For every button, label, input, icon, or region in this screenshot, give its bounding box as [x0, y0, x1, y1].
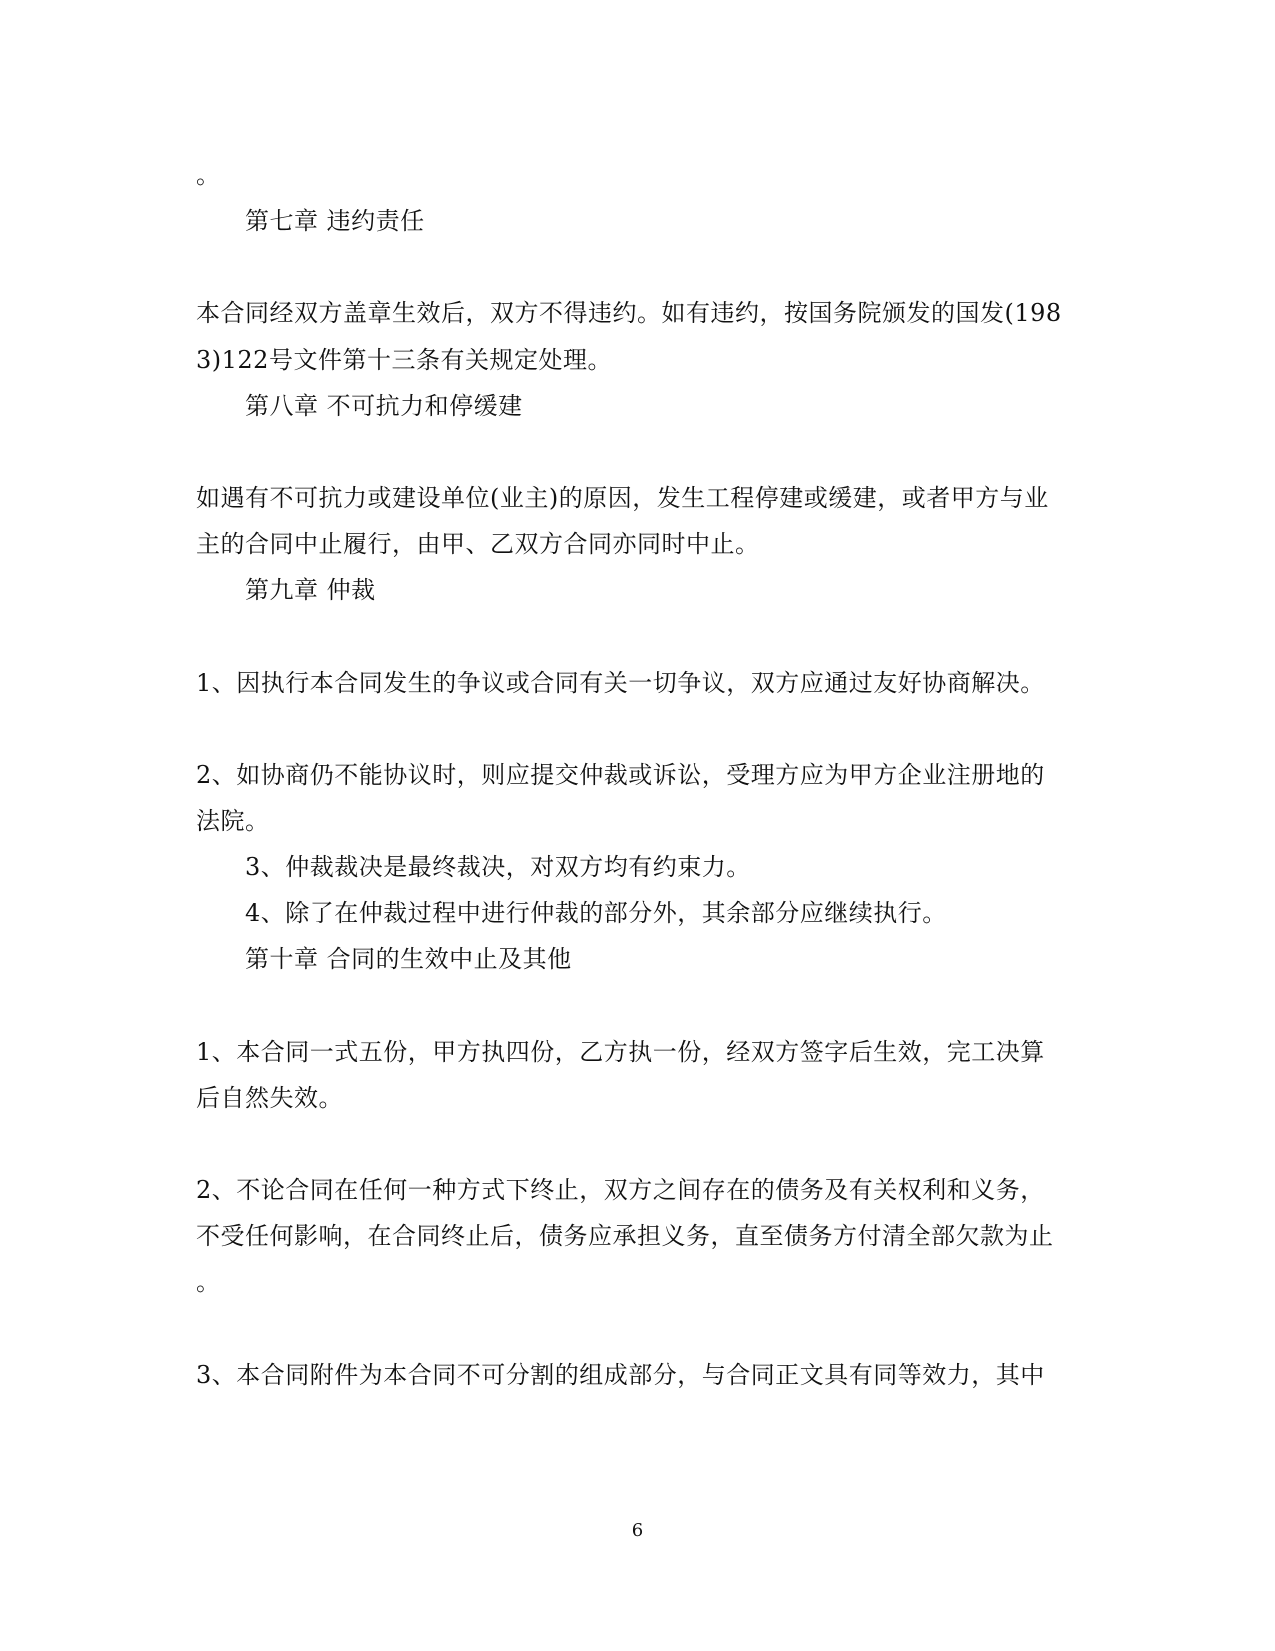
- text-line-period: 。: [196, 161, 221, 189]
- chapter-7-paragraph-line-2: 3)122号文件第十三条有关规定处理。: [196, 346, 612, 374]
- chapter-9-item-4: 4、除了在仲裁过程中进行仲裁的部分外，其余部分应继续执行。: [245, 899, 947, 927]
- chapter-9-item-2-line-2: 法院。: [196, 807, 270, 835]
- chapter-8-heading: 第八章 不可抗力和停缓建: [245, 392, 523, 420]
- chapter-9-item-2-line-1: 2、如协商仍不能协议时，则应提交仲裁或诉讼，受理方应为甲方企业注册地的: [196, 761, 1045, 789]
- chapter-10-item-2-line-2: 不受任何影响，在合同终止后，债务应承担义务，直至债务方付清全部欠款为止: [196, 1222, 1054, 1250]
- chapter-7-heading: 第七章 违约责任: [245, 207, 425, 235]
- chapter-8-paragraph-line-2: 主的合同中止履行，由甲、乙双方合同亦同时中止。: [196, 530, 760, 558]
- chapter-9-item-3: 3、仲裁裁决是最终裁决，对双方均有约束力。: [245, 853, 751, 881]
- chapter-9-heading: 第九章 仲裁: [245, 576, 376, 604]
- chapter-10-item-2-line-1: 2、不论合同在任何一种方式下终止，双方之间存在的债务及有关权利和义务，: [196, 1176, 1045, 1204]
- chapter-10-heading: 第十章 合同的生效中止及其他: [245, 945, 572, 973]
- chapter-10-item-1-line-2: 后自然失效。: [196, 1084, 343, 1112]
- chapter-9-item-1: 1、因执行本合同发生的争议或合同有关一切争议，双方应通过友好协商解决。: [196, 669, 1045, 697]
- chapter-7-paragraph-line-1: 本合同经双方盖章生效后，双方不得违约。如有违约，按国务院颁发的国发(198: [196, 299, 1062, 327]
- chapter-10-item-1-line-1: 1、本合同一式五份，甲方执四份，乙方执一份，经双方签字后生效，完工决算: [196, 1038, 1045, 1066]
- chapter-10-item-3-line-1: 3、本合同附件为本合同不可分割的组成部分，与合同正文具有同等效力，其中: [196, 1361, 1045, 1389]
- chapter-8-paragraph-line-1: 如遇有不可抗力或建设单位(业主)的原因，发生工程停建或缓建，或者甲方与业: [196, 484, 1049, 512]
- page-number: 6: [631, 1520, 644, 1541]
- chapter-10-item-2-line-3: 。: [196, 1268, 221, 1296]
